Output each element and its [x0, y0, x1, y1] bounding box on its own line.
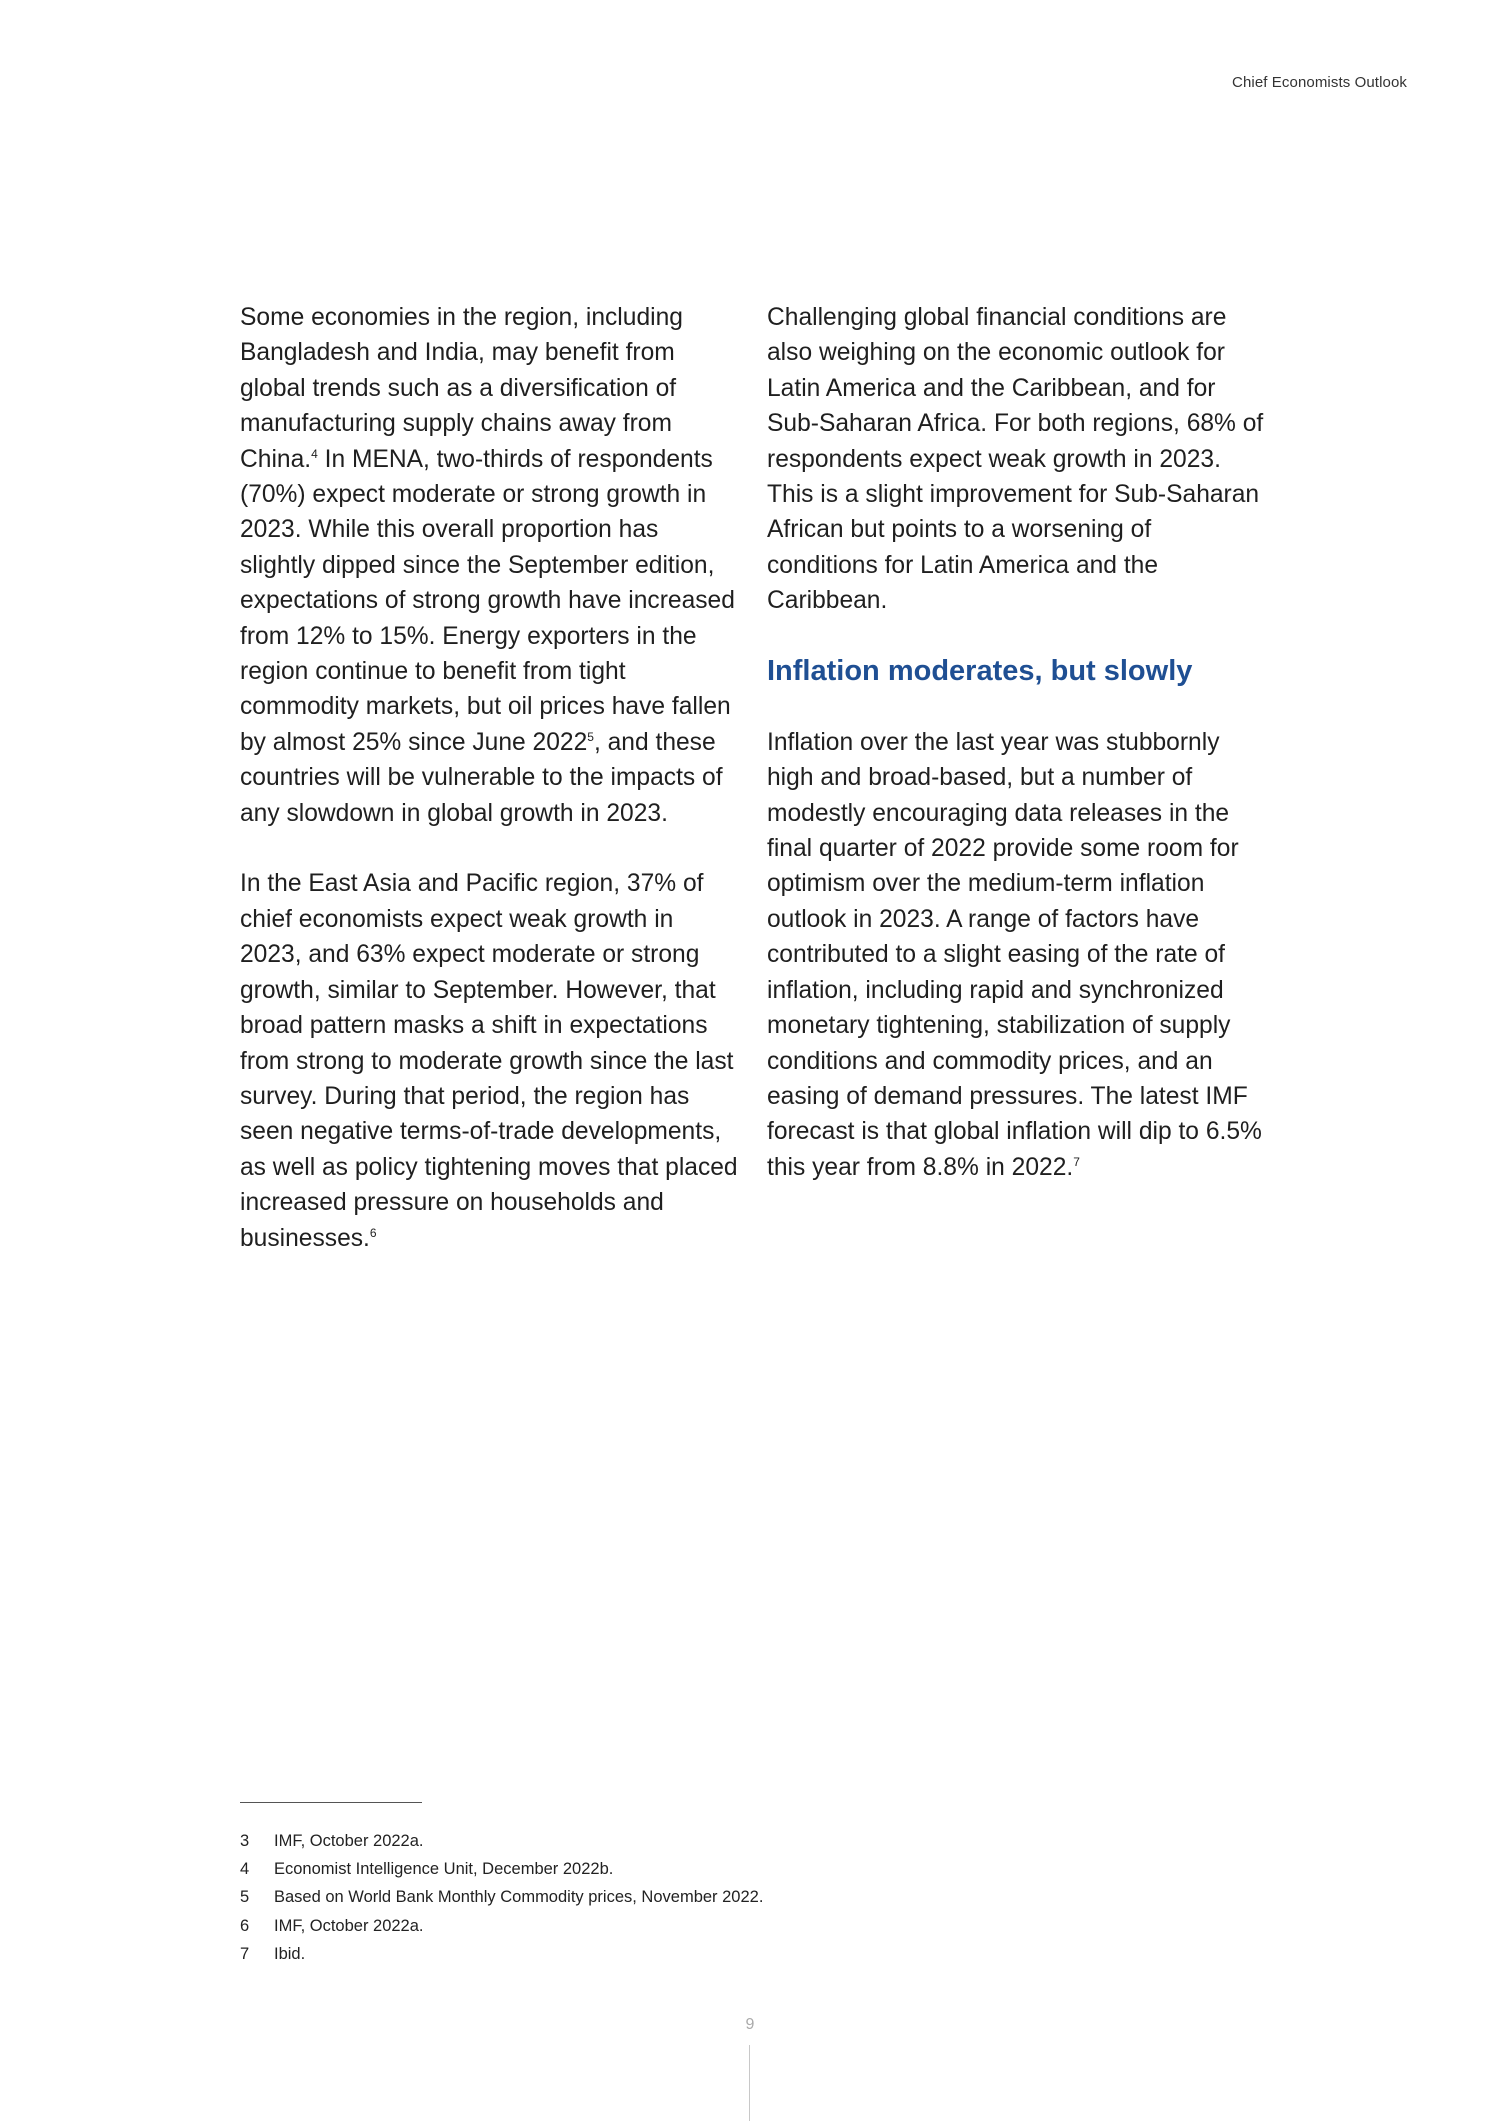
footnote-number: 7 [240, 1944, 250, 1963]
footnote-ref-7[interactable]: 7 [1073, 1154, 1080, 1169]
right-column [767, 300, 1267, 1221]
footnote-ref-5[interactable]: 5 [587, 729, 594, 744]
page-number-rule [749, 2045, 750, 2121]
paragraph-text: In MENA, two-thirds of respondents (70%) expect moderate or strong growth in 2023. While this overall proportion has slightly dipped since the September edition, expectations of strong growth have increased from 12% to 15%. Energy exporters in the region continue to benefit from tight commodity markets, but oil prices have fallen by almost 25% since June 2022 [240, 445, 735, 756]
footnote-divider [240, 1802, 422, 1803]
paragraph-text: Some economies in the region, including Bangladesh and India, may benefit from global trends such as a diversification of manufacturing supply chains away from China. [240, 304, 683, 473]
paragraph-latam-africa: Challenging global financial conditions are also weighing on the economic outlook for Latin America and the Caribbean, and for Sub-Saharan Africa. For both regions, 68% of respondents expect weak growth in 2023. This is a slight improvement for Sub-Saharan African but points to a worsening of conditions for Latin America and the Caribbean. [767, 304, 1264, 615]
paragraph-asia-mena [240, 300, 740, 831]
footnote-item [240, 1883, 763, 1911]
footnote-item [240, 1827, 763, 1855]
footnote-item [240, 1912, 763, 1940]
footnote-text: Based on World Bank Monthly Commodity prices, November 2022. [274, 1888, 764, 1907]
running-header: Chief Economists Outlook [1232, 74, 1407, 91]
footnote-item [240, 1940, 763, 1968]
footnotes-list [240, 1827, 763, 1968]
footnote-number: 5 [240, 1888, 250, 1907]
paragraph-text: Inflation over the last year was stubbornly high and broad-based, but a number of modestly encouraging data releases in the final quarter of 2022 provide some room for optimism over the medium-term inflation outlook in 2023. A range of factors have contributed to a slight easing of the rate of inflation, including rapid and synchronized monetary tightening, stabilization of supply conditions and commodity prices, and an easing of demand pressures. The latest IMF forecast is that global inflation will dip to 6.5% this year from 8.8% in 2022. [767, 728, 1262, 1181]
page-number: 9 [745, 2016, 755, 2033]
footnote-text: Economist Intelligence Unit, December 2022b. [274, 1860, 614, 1879]
paragraph-text: In the East Asia and Pacific region, 37% of chief economists expect weak growth in 2023, and 63% expect moderate or strong growth, similar to September. However, that broad pattern masks a shift in expectations from strong to moderate growth since the last survey. During that period, the region has seen negative terms-of-trade developments, as well as policy tightening moves that placed increased pressure on households and businesses. [240, 870, 738, 1252]
footnote-text: Ibid. [274, 1944, 306, 1963]
footnote-text: IMF, October 2022a. [274, 1832, 424, 1850]
footnote-number: 4 [240, 1860, 250, 1879]
section-heading: Inflation moderates, but slowly [767, 655, 1193, 688]
footnote-number: 6 [240, 1916, 250, 1935]
paragraph-text: , and these countries will be vulnerable to the impacts of any slowdown in global growth in 2023. [240, 728, 723, 827]
footnote-item [240, 1855, 763, 1883]
left-column [240, 300, 740, 1291]
footnote-number: 3 [240, 1832, 250, 1850]
footnote-text: IMF, October 2022a. [274, 1916, 424, 1935]
paragraph-east-asia-pacific [240, 866, 740, 1255]
footnote-ref-6[interactable]: 6 [369, 1225, 377, 1240]
footnote-ref-4[interactable]: 4 [311, 446, 318, 461]
paragraph-inflation [767, 725, 1267, 1185]
